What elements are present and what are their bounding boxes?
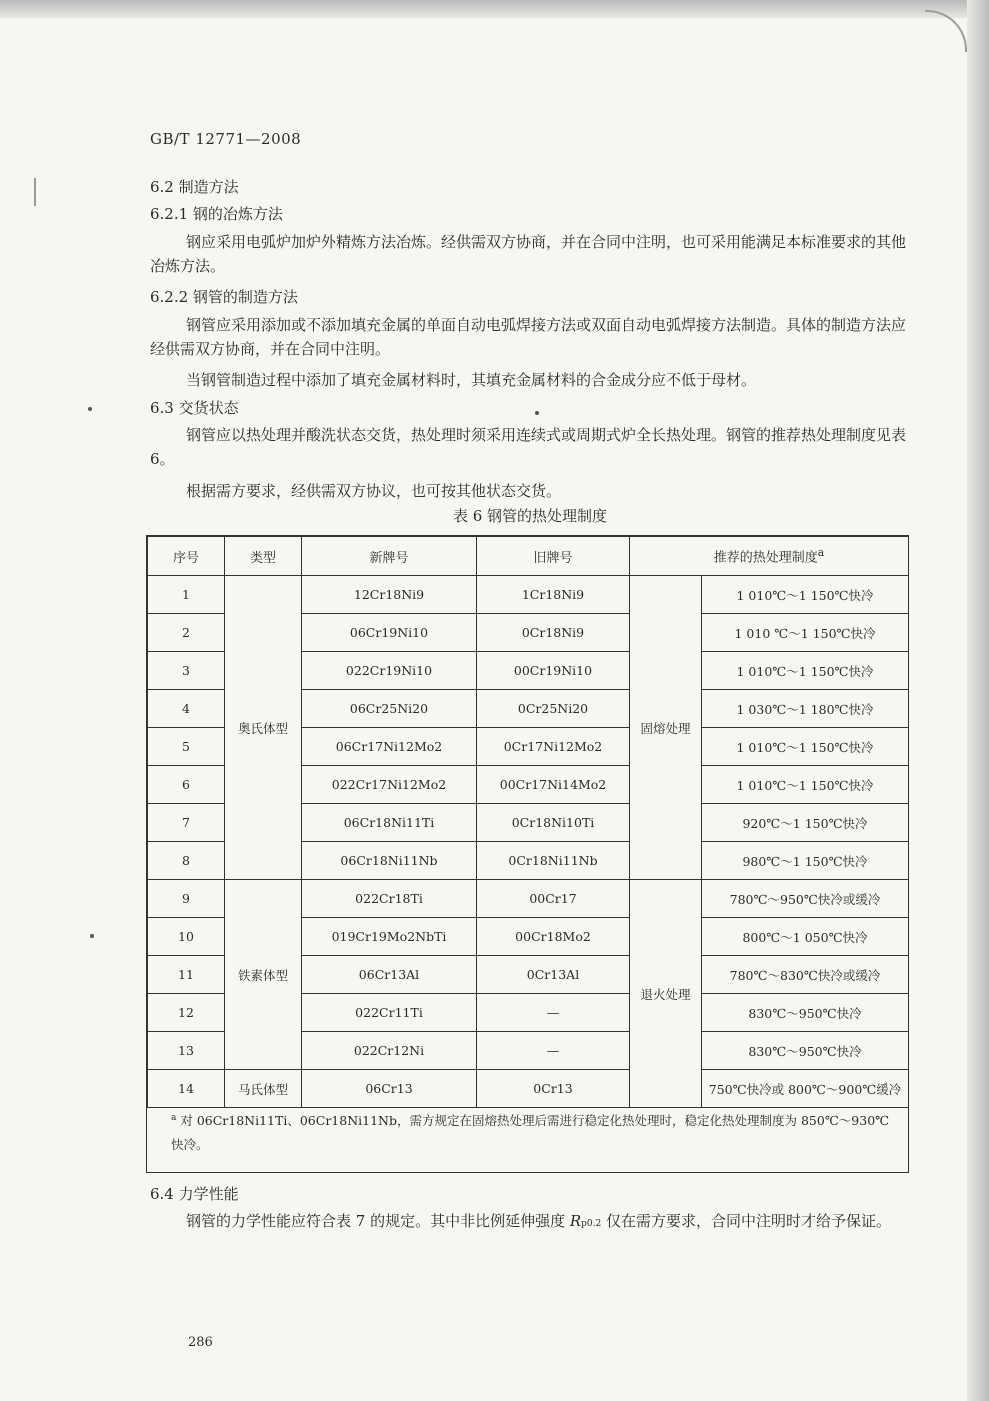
cell-no: 7 bbox=[148, 804, 225, 842]
cell-new-grade: 06Cr17Ni12Mo2 bbox=[302, 728, 477, 766]
cell-old-grade: 0Cr18Ni9 bbox=[477, 614, 630, 652]
cell-new-grade: 06Cr13Al bbox=[302, 956, 477, 994]
cell-no: 13 bbox=[148, 1032, 225, 1070]
paragraph-6-2-2-a: 钢管应采用添加或不添加填充金属的单面自动电弧焊接方法或双面自动电弧焊接方法制造。具体的制造方法应经供需双方协商，并在合同中注明。 bbox=[150, 316, 907, 358]
table-row bbox=[148, 576, 909, 614]
cell-treatment: 920℃～1 150℃快冷 bbox=[702, 804, 909, 842]
header-treatment-label: 推荐的热处理制度 bbox=[713, 550, 818, 566]
standard-number: GB/T 12771—2008 bbox=[150, 130, 302, 148]
section-6-2-1-heading: 6.2.1 钢的冶炼方法 bbox=[150, 205, 283, 223]
cell-new-grade: 022Cr12Ni bbox=[302, 1032, 477, 1070]
cell-new-grade: 022Cr19Ni10 bbox=[302, 652, 477, 690]
paragraph-6-3-b: 根据需方要求，经供需双方协议，也可按其他状态交货。 bbox=[186, 482, 562, 500]
cell-treatment: 1 030℃～1 180℃快冷 bbox=[702, 690, 909, 728]
cell-new-grade: 06Cr19Ni10 bbox=[302, 614, 477, 652]
cell-old-grade: 00Cr17Ni14Mo2 bbox=[477, 766, 630, 804]
cell-no: 1 bbox=[148, 576, 225, 614]
cell-new-grade: 06Cr18Ni11Nb bbox=[302, 842, 477, 880]
header-no: 序号 bbox=[148, 537, 225, 576]
scan-speck bbox=[90, 934, 94, 938]
cell-old-grade: 00Cr19Ni10 bbox=[477, 652, 630, 690]
page-number: 286 bbox=[188, 1335, 213, 1350]
header-old-grade: 旧牌号 bbox=[477, 537, 630, 576]
cell-no: 2 bbox=[148, 614, 225, 652]
cell-no: 5 bbox=[148, 728, 225, 766]
cell-treatment: 780℃～830℃快冷或缓冷 bbox=[702, 956, 909, 994]
group-austenitic: 奥氏体型 bbox=[225, 576, 302, 880]
paragraph-6-4-text-end: 仅在需方要求，合同中注明时才给予保证。 bbox=[601, 1212, 892, 1230]
cell-old-grade: 0Cr13 bbox=[477, 1070, 630, 1108]
cell-treatment: 800℃～1 050℃快冷 bbox=[702, 918, 909, 956]
paragraph-6-4-text: 钢管的力学性能应符合表 7 的规定。其中非比例延伸强度 bbox=[186, 1212, 570, 1230]
paragraph-6-2-1: 钢应采用电弧炉加炉外精炼方法冶炼。经供需双方协商，并在合同中注明，也可采用能满足本标准要求的其他冶炼方法。 bbox=[150, 233, 907, 275]
section-6-4-heading: 6.4 力学性能 bbox=[150, 1185, 239, 1203]
cell-old-grade: 0Cr18Ni11Nb bbox=[477, 842, 630, 880]
section-6-2-2-heading: 6.2.2 钢管的制造方法 bbox=[150, 288, 298, 306]
cell-old-grade: — bbox=[477, 1032, 630, 1070]
cell-treatment: 1 010 ℃～1 150℃快冷 bbox=[702, 614, 909, 652]
scan-top-edge bbox=[0, 0, 989, 18]
section-6-2-heading: 6.2 制造方法 bbox=[150, 178, 239, 196]
cell-no: 8 bbox=[148, 842, 225, 880]
cell-new-grade: 12Cr18Ni9 bbox=[302, 576, 477, 614]
cell-old-grade: — bbox=[477, 994, 630, 1032]
cell-no: 3 bbox=[148, 652, 225, 690]
cell-treatment: 830℃～950℃快冷 bbox=[702, 994, 909, 1032]
cell-new-grade: 06Cr25Ni20 bbox=[302, 690, 477, 728]
cell-old-grade: 1Cr18Ni9 bbox=[477, 576, 630, 614]
footnote-text: 对 06Cr18Ni11Ti、06Cr18Ni11Nb，需方规定在固熔热处理后需进行稳定化热处理时，稳定化热处理制度为 850℃～930℃快冷。 bbox=[171, 1113, 890, 1153]
group-annealing: 退火处理 bbox=[630, 880, 702, 1108]
cell-old-grade: 00Cr17 bbox=[477, 880, 630, 918]
header-type: 类型 bbox=[225, 537, 302, 576]
section-6-3-heading: 6.3 交货状态 bbox=[150, 399, 239, 417]
cell-no: 11 bbox=[148, 956, 225, 994]
header-footnote-mark: a bbox=[817, 546, 825, 560]
cell-treatment: 780℃～950℃快冷或缓冷 bbox=[702, 880, 909, 918]
cell-treatment: 1 010℃～1 150℃快冷 bbox=[702, 728, 909, 766]
cell-treatment: 1 010℃～1 150℃快冷 bbox=[702, 766, 909, 804]
cell-new-grade: 022Cr11Ti bbox=[302, 994, 477, 1032]
cell-no: 9 bbox=[148, 880, 225, 918]
cell-no: 6 bbox=[148, 766, 225, 804]
symbol-r: R bbox=[569, 1212, 582, 1230]
cell-old-grade: 0Cr25Ni20 bbox=[477, 690, 630, 728]
group-martensitic: 马氏体型 bbox=[225, 1070, 302, 1108]
footnote-mark: a bbox=[171, 1113, 177, 1123]
cell-treatment: 830℃～950℃快冷 bbox=[702, 1032, 909, 1070]
scan-speck bbox=[88, 407, 92, 411]
cell-old-grade: 0Cr18Ni10Ti bbox=[477, 804, 630, 842]
cell-new-grade: 019Cr19Mo2NbTi bbox=[302, 918, 477, 956]
cell-new-grade: 06Cr18Ni11Ti bbox=[302, 804, 477, 842]
cell-no: 14 bbox=[148, 1070, 225, 1108]
paragraph-6-2-2-b: 当钢管制造过程中添加了填充金属材料时，其填充金属材料的合金成分应不低于母材。 bbox=[186, 371, 757, 389]
table-footnote bbox=[171, 1106, 891, 1157]
heat-treatment-table bbox=[146, 535, 909, 1173]
scan-speck bbox=[535, 411, 539, 415]
cell-treatment: 750℃快冷或 800℃～900℃缓冷 bbox=[702, 1070, 909, 1108]
symbol-subscript: p0.2 bbox=[581, 1219, 602, 1229]
table-header-row bbox=[148, 537, 909, 576]
group-solution-treatment: 固熔处理 bbox=[630, 576, 702, 880]
table-row bbox=[148, 1070, 909, 1108]
table-row bbox=[148, 880, 909, 918]
cell-old-grade: 0Cr13Al bbox=[477, 956, 630, 994]
cell-new-grade: 06Cr13 bbox=[302, 1070, 477, 1108]
cell-treatment: 980℃～1 150℃快冷 bbox=[702, 842, 909, 880]
cell-treatment: 1 010℃～1 150℃快冷 bbox=[702, 576, 909, 614]
cell-treatment: 1 010℃～1 150℃快冷 bbox=[702, 652, 909, 690]
cell-no: 10 bbox=[148, 918, 225, 956]
margin-mark bbox=[34, 178, 36, 206]
group-ferritic: 铁素体型 bbox=[225, 880, 302, 1070]
cell-new-grade: 022Cr17Ni12Mo2 bbox=[302, 766, 477, 804]
cell-old-grade: 00Cr18Mo2 bbox=[477, 918, 630, 956]
scan-right-edge bbox=[967, 0, 989, 1401]
header-treatment bbox=[630, 537, 909, 576]
cell-new-grade: 022Cr18Ti bbox=[302, 880, 477, 918]
paragraph-6-3-a: 钢管应以热处理并酸洗状态交货，热处理时须采用连续式或周期式炉全长热处理。钢管的推荐热处理制度见表 6。 bbox=[150, 426, 907, 468]
cell-old-grade: 0Cr17Ni12Mo2 bbox=[477, 728, 630, 766]
header-new-grade: 新牌号 bbox=[302, 537, 477, 576]
cell-no: 12 bbox=[148, 994, 225, 1032]
table-caption: 表 6 钢管的热处理制度 bbox=[452, 507, 608, 525]
cell-no: 4 bbox=[148, 690, 225, 728]
paragraph-6-4 bbox=[150, 1208, 910, 1237]
